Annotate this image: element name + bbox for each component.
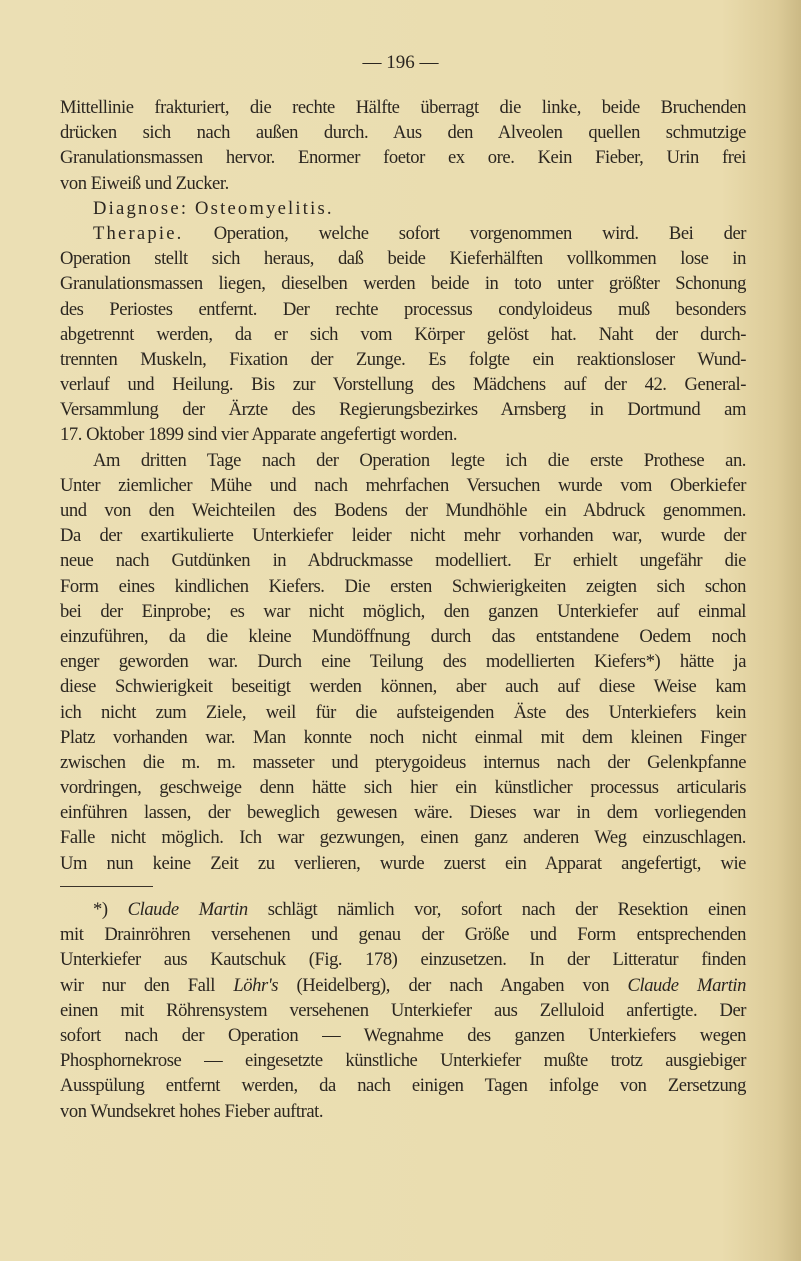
text-segment: Versammlung der Ärzte des Regierungsbezirkes Arnsberg in Dortmund am [60, 399, 746, 421]
text-line [60, 649, 746, 674]
text-segment: *) [93, 899, 128, 920]
italic-name: Löhr's [233, 974, 279, 996]
footnote-line [60, 1023, 746, 1048]
italic-name: Claude Martin [627, 974, 746, 996]
text-line [60, 422, 746, 447]
text-line [60, 725, 746, 750]
text-segment: verlauf und Heilung. Bis zur Vorstellung des Mädchens auf der 42. General- [60, 374, 746, 396]
text-segment: diese Schwierigkeit beseitigt werden können, aber auch auf diese Weise kam [60, 676, 746, 698]
text-line [60, 574, 746, 599]
text-segment: vordringen, geschweige denn hätte sich hier ein künstlicher processus articularis [60, 777, 746, 799]
text-line [60, 674, 746, 699]
text-segment: von Wundsekret hohes Fieber auftrat. [60, 1100, 324, 1122]
footnote-line [60, 897, 746, 922]
text-segment: einen mit Röhrensystem versehenen Unterkiefer aus Zelluloid anfertigte. Der [60, 999, 746, 1021]
text-line [60, 523, 746, 548]
text-segment: Da der exartikulierte Unterkiefer leider nicht mehr vorhanden war, wurde der [60, 525, 746, 547]
text-segment: wir nur den Fall [60, 974, 234, 996]
text-line [60, 498, 746, 523]
text-segment: Granulationsmassen hervor. Enormer foetor ex ore. Kein Fieber, Urin frei [60, 147, 746, 169]
text-segment: des Periostes entfernt. Der rechte processus condyloideus muß besonders [60, 298, 746, 320]
text-line [60, 750, 746, 775]
text-line [60, 624, 746, 649]
text-line [60, 347, 746, 372]
text-segment: einführen lassen, der beweglich gewesen wäre. Dieses war in dem vorliegenden [60, 802, 746, 824]
text-segment: 17. Oktober 1899 sind vier Apparate angefertigt worden. [60, 424, 458, 446]
text-segment: schlägt nämlich vor, sofort nach der Resektion einen [247, 899, 746, 920]
text-line [60, 271, 746, 296]
text-segment: enger geworden war. Durch eine Teilung des modellierten Kiefers*) hätte ja [60, 651, 746, 673]
text-segment: Ausspülung entfernt werden, da nach einigen Tagen infolge von Zersetzung [60, 1075, 746, 1097]
text-segment: Unter ziemlicher Mühe und nach mehrfachen Versuchen wurde vom Oberkiefer [60, 474, 746, 496]
footnote-line [60, 973, 746, 998]
text-segment: von Eiweiß und Zucker. [60, 172, 229, 194]
text-segment: zwischen die m. m. masseter und pterygoideus internus nach der Gelenkpfanne [60, 751, 746, 773]
footnote-line [60, 1099, 746, 1124]
footnote-line [60, 1073, 746, 1098]
text-line [60, 473, 746, 498]
spaced-heading: Diagnose: Osteomyelitis. [93, 197, 334, 219]
text-line [60, 322, 746, 347]
text-segment: abgetrennt werden, da er sich vom Körper gelöst hat. Naht der durch- [60, 323, 746, 345]
text-segment: Granulationsmassen liegen, dieselben werden beide in toto unter größter Schonung [60, 273, 746, 295]
text-line [60, 700, 746, 725]
text-segment: Am dritten Tage nach der Operation legte ich die erste Prothese an. [93, 449, 746, 471]
text-segment: drücken sich nach außen durch. Aus den Alveolen quellen schmutzige [60, 122, 746, 144]
text-segment: sofort nach der Operation — Wegnahme des ganzen Unterkiefers wegen [60, 1024, 746, 1046]
text-segment: mit Drainröhren versehenen und genau der Größe und Form entsprechenden [60, 924, 746, 946]
text-line [60, 851, 746, 876]
text-line [60, 196, 746, 221]
footnote-line [60, 922, 746, 947]
text-segment: Falle nicht möglich. Ich war gezwungen, einen ganz anderen Weg einzuschlagen. [60, 827, 746, 849]
text-line [60, 599, 746, 624]
text-segment: neue nach Gutdünken in Abdruckmasse modelliert. Er erhielt ungefähr die [60, 550, 746, 572]
text-line [60, 775, 746, 800]
text-line [60, 120, 746, 145]
text-line [60, 448, 746, 473]
footnote-divider [60, 886, 153, 887]
footnote-line [60, 947, 746, 972]
text-line [60, 171, 746, 196]
text-segment: trennten Muskeln, Fixation der Zunge. Es folgte ein reaktionsloser Wund- [60, 348, 746, 370]
text-segment: ich nicht zum Ziele, weil für die aufsteigenden Äste des Unterkiefers kein [60, 701, 746, 723]
text-line [60, 145, 746, 170]
text-line [60, 800, 746, 825]
text-segment: Unterkiefer aus Kautschuk (Fig. 178) einzusetzen. In der Litteratur finden [60, 949, 746, 971]
footnote-text [60, 897, 746, 1124]
text-line [60, 548, 746, 573]
text-line [60, 221, 746, 246]
text-line [60, 246, 746, 271]
text-segment: Phosphornekrose — eingesetzte künstliche Unterkiefer mußte trotz ausgiebiger [60, 1050, 746, 1072]
text-segment: Mittellinie frakturiert, die rechte Hälfte überragt die linke, beide Bruchenden [60, 97, 746, 118]
text-segment: Operation, welche sofort vorgenommen wird. Bei der [183, 222, 746, 244]
text-line [60, 397, 746, 422]
text-segment: einzuführen, da die kleine Mundöffnung durch das entstandene Oedem noch [60, 625, 746, 647]
text-segment: und von den Weichteilen des Bodens der Mundhöhle ein Abdruck genommen. [60, 500, 746, 521]
page-number: — 196 — [362, 52, 439, 73]
text-line [60, 372, 746, 397]
text-segment: (Heidelberg), der nach Angaben von [278, 974, 628, 996]
footnote-line [60, 998, 746, 1023]
italic-name: Claude Martin [127, 899, 248, 920]
footnote-line [60, 1048, 746, 1073]
text-segment: bei der Einprobe; es war nicht möglich, den ganzen Unterkiefer auf einmal [60, 600, 746, 622]
text-line [60, 95, 746, 120]
text-segment: Operation stellt sich heraus, daß beide Kieferhälften vollkommen lose in [60, 248, 746, 270]
text-segment: Platz vorhanden war. Man konnte noch nicht einmal mit dem kleinen Finger [60, 726, 746, 748]
main-text [60, 95, 746, 876]
text-segment: Um nun keine Zeit zu verlieren, wurde zuerst ein Apparat angefertigt, wie [60, 852, 746, 874]
text-segment: Form eines kindlichen Kiefers. Die ersten Schwierigkeiten zeigten sich schon [60, 575, 746, 597]
text-line [60, 297, 746, 322]
text-line [60, 825, 746, 850]
spaced-heading: Therapie. [93, 222, 184, 244]
